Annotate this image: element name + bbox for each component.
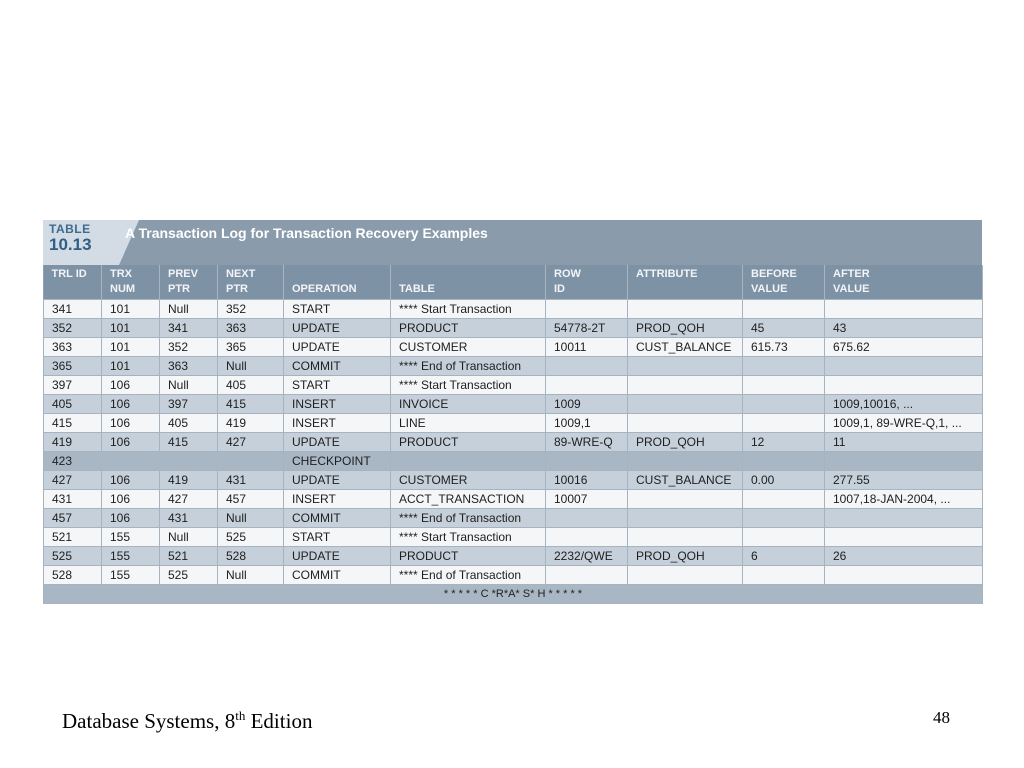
footer-superscript: th — [235, 708, 246, 723]
table-cell — [825, 509, 983, 528]
column-header-line1: BEFORE — [751, 268, 797, 280]
column-header — [102, 265, 160, 300]
column-header — [218, 265, 284, 300]
column-header — [160, 265, 218, 300]
table-cell: 101 — [102, 300, 160, 319]
crash-row — [44, 585, 983, 604]
table-cell: COMMIT — [284, 566, 391, 585]
table-cell: PROD_QOH — [628, 433, 743, 452]
table-cell: 106 — [102, 395, 160, 414]
table-cell: 352 — [218, 300, 284, 319]
table-cell: 525 — [218, 528, 284, 547]
table-cell: 528 — [44, 566, 102, 585]
table-cell: 11 — [825, 433, 983, 452]
table-cell: 419 — [160, 471, 218, 490]
table-cell — [825, 376, 983, 395]
table-cell: INSERT — [284, 490, 391, 509]
table-cell — [825, 566, 983, 585]
table-cell: PRODUCT — [391, 319, 546, 338]
table-cell — [546, 376, 628, 395]
table-cell: 1009,1 — [546, 414, 628, 433]
footer-title-edition: Edition — [245, 709, 313, 733]
table-cell: 2232/QWE — [546, 547, 628, 566]
table-cell: 521 — [160, 547, 218, 566]
table-cell: 365 — [44, 357, 102, 376]
checkpoint-operation: CHECKPOINT — [284, 452, 391, 471]
column-header-line1: NEXT — [226, 268, 256, 280]
table-cell: 155 — [102, 566, 160, 585]
footer-title-main: Database Systems, 8 — [62, 709, 236, 733]
table-cell: 431 — [218, 471, 284, 490]
table-cell: 0.00 — [743, 471, 825, 490]
page-number: 48 — [933, 708, 950, 727]
table-cell: 427 — [160, 490, 218, 509]
figure-label-box — [43, 220, 119, 265]
column-header — [391, 265, 546, 300]
table-cell: 101 — [102, 357, 160, 376]
table-cell: 528 — [218, 547, 284, 566]
table-cell: 43 — [825, 319, 983, 338]
table-cell — [546, 528, 628, 547]
table-cell: START — [284, 528, 391, 547]
transaction-log-table — [43, 265, 983, 604]
column-header-line1: PREV — [168, 268, 198, 280]
table-cell — [743, 357, 825, 376]
table-cell: Null — [218, 509, 284, 528]
table-cell: CUST_BALANCE — [628, 471, 743, 490]
column-header-line1: TRL ID — [51, 268, 87, 280]
column-header-line1: ROW — [554, 268, 581, 280]
table-cell: 427 — [44, 471, 102, 490]
table-cell — [825, 300, 983, 319]
table-cell: 415 — [218, 395, 284, 414]
table-cell: 1009,1, 89-WRE-Q,1, ... — [825, 414, 983, 433]
column-header — [546, 265, 628, 300]
table-cell: 155 — [102, 547, 160, 566]
table-cell: **** Start Transaction — [391, 376, 546, 395]
table-cell: 341 — [44, 300, 102, 319]
table-cell: 352 — [44, 319, 102, 338]
table-cell: 675.62 — [825, 338, 983, 357]
table-cell — [546, 452, 628, 471]
column-header-line2: NUM — [110, 283, 136, 295]
table-row — [44, 528, 983, 547]
checkpoint-id: 423 — [44, 452, 284, 471]
table-row — [44, 395, 983, 414]
table-row — [44, 357, 983, 376]
table-cell: 363 — [44, 338, 102, 357]
column-header-line2 — [52, 282, 102, 297]
table-cell: 106 — [102, 433, 160, 452]
column-header-line2: TABLE — [399, 283, 435, 295]
column-header — [743, 265, 825, 300]
table-cell: UPDATE — [284, 547, 391, 566]
table-cell: PRODUCT — [391, 433, 546, 452]
table-cell: 419 — [44, 433, 102, 452]
table-cell: 1007,18-JAN-2004, ... — [825, 490, 983, 509]
table-cell — [743, 490, 825, 509]
table-cell: **** Start Transaction — [391, 528, 546, 547]
table-row — [44, 547, 983, 566]
table-cell: 525 — [44, 547, 102, 566]
table-cell: 457 — [218, 490, 284, 509]
table-cell: 106 — [102, 376, 160, 395]
table-cell — [546, 357, 628, 376]
checkpoint-row — [44, 452, 983, 471]
table-cell: PROD_QOH — [628, 319, 743, 338]
column-header-line2: OPERATION — [292, 283, 357, 295]
table-cell: 615.73 — [743, 338, 825, 357]
table-row — [44, 414, 983, 433]
table-cell — [743, 509, 825, 528]
table-cell: START — [284, 300, 391, 319]
table-cell — [743, 300, 825, 319]
table-cell: 457 — [44, 509, 102, 528]
column-header-line2 — [636, 282, 742, 297]
table-cell: 106 — [102, 414, 160, 433]
table-row — [44, 433, 983, 452]
column-header-line2: PTR — [168, 283, 190, 295]
table-cell — [825, 452, 983, 471]
table-cell: 341 — [160, 319, 218, 338]
table-row — [44, 509, 983, 528]
table-cell: INVOICE — [391, 395, 546, 414]
table-cell: 405 — [160, 414, 218, 433]
table-cell: CUSTOMER — [391, 338, 546, 357]
table-cell: PRODUCT — [391, 547, 546, 566]
table-cell: INSERT — [284, 395, 391, 414]
table-cell: 89-WRE-Q — [546, 433, 628, 452]
table-cell: Null — [160, 376, 218, 395]
table-row — [44, 300, 983, 319]
table-cell: COMMIT — [284, 509, 391, 528]
table-cell — [743, 395, 825, 414]
figure-label-word: TABLE — [49, 222, 91, 236]
table-cell: 155 — [102, 528, 160, 547]
table-cell — [825, 528, 983, 547]
table-cell: 352 — [160, 338, 218, 357]
table-cell: ACCT_TRANSACTION — [391, 490, 546, 509]
table-row — [44, 376, 983, 395]
table-cell — [628, 300, 743, 319]
table-cell — [628, 414, 743, 433]
table-cell — [546, 509, 628, 528]
column-header-line1 — [292, 267, 390, 282]
table-cell: 10016 — [546, 471, 628, 490]
table-cell: INSERT — [284, 414, 391, 433]
table-cell — [628, 452, 743, 471]
column-header-line1: ATTRIBUTE — [636, 268, 698, 280]
column-header — [825, 265, 983, 300]
table-cell — [628, 357, 743, 376]
table-row — [44, 319, 983, 338]
table-cell: 10011 — [546, 338, 628, 357]
table-cell — [546, 566, 628, 585]
table-cell: 10007 — [546, 490, 628, 509]
table-cell: Null — [218, 566, 284, 585]
table-cell: UPDATE — [284, 433, 391, 452]
table-cell: 1009,10016, ... — [825, 395, 983, 414]
table-cell: 525 — [160, 566, 218, 585]
table-cell: 45 — [743, 319, 825, 338]
table-cell: 431 — [44, 490, 102, 509]
table-cell: Null — [160, 300, 218, 319]
table-cell: 106 — [102, 509, 160, 528]
table-cell: 415 — [160, 433, 218, 452]
column-header-line2: PTR — [226, 283, 248, 295]
table-row — [44, 471, 983, 490]
table-cell: 405 — [218, 376, 284, 395]
table-cell: 521 — [44, 528, 102, 547]
table-cell: CUST_BALANCE — [628, 338, 743, 357]
table-cell: 54778-2T — [546, 319, 628, 338]
figure-header — [43, 220, 982, 265]
table-cell: 363 — [160, 357, 218, 376]
column-header-line1: TRX — [110, 268, 132, 280]
footer-book-title — [62, 708, 312, 734]
table-cell: 277.55 — [825, 471, 983, 490]
column-header-line2: ID — [554, 283, 565, 295]
table-cell — [825, 357, 983, 376]
table-header-row — [44, 265, 983, 300]
table-cell — [628, 509, 743, 528]
column-header-line2: VALUE — [751, 283, 788, 295]
column-header-line1: AFTER — [833, 268, 870, 280]
table-cell: **** Start Transaction — [391, 300, 546, 319]
table-cell: 365 — [218, 338, 284, 357]
transaction-log-figure — [43, 220, 982, 604]
table-body — [44, 300, 983, 604]
table-cell: 419 — [218, 414, 284, 433]
table-cell: START — [284, 376, 391, 395]
table-cell — [628, 490, 743, 509]
table-cell: CUSTOMER — [391, 471, 546, 490]
table-cell: 106 — [102, 471, 160, 490]
table-cell — [743, 452, 825, 471]
column-header-line2: VALUE — [833, 283, 870, 295]
table-cell: 12 — [743, 433, 825, 452]
table-cell: Null — [218, 357, 284, 376]
table-cell: 101 — [102, 338, 160, 357]
table-cell — [743, 376, 825, 395]
table-cell: 6 — [743, 547, 825, 566]
column-header — [628, 265, 743, 300]
table-cell: 427 — [218, 433, 284, 452]
column-header — [284, 265, 391, 300]
table-cell: LINE — [391, 414, 546, 433]
figure-title: A Transaction Log for Transaction Recovery Examples — [125, 225, 488, 241]
table-cell: PROD_QOH — [628, 547, 743, 566]
table-cell — [743, 528, 825, 547]
table-cell — [743, 566, 825, 585]
table-cell: 415 — [44, 414, 102, 433]
table-cell: 1009 — [546, 395, 628, 414]
table-cell — [546, 300, 628, 319]
table-cell: 431 — [160, 509, 218, 528]
table-row — [44, 566, 983, 585]
table-cell: 363 — [218, 319, 284, 338]
table-cell: **** End of Transaction — [391, 509, 546, 528]
figure-label-number: 10.13 — [49, 235, 92, 254]
column-header-line1 — [399, 267, 545, 282]
table-cell: Null — [160, 528, 218, 547]
table-cell — [628, 376, 743, 395]
table-cell — [628, 528, 743, 547]
table-cell: UPDATE — [284, 338, 391, 357]
table-cell: 101 — [102, 319, 160, 338]
table-cell — [628, 566, 743, 585]
table-cell: **** End of Transaction — [391, 357, 546, 376]
table-cell: **** End of Transaction — [391, 566, 546, 585]
table-cell: 397 — [44, 376, 102, 395]
table-cell: 26 — [825, 547, 983, 566]
table-cell: 405 — [44, 395, 102, 414]
table-row — [44, 338, 983, 357]
table-cell — [628, 395, 743, 414]
table-cell — [743, 414, 825, 433]
table-cell: 397 — [160, 395, 218, 414]
table-cell: COMMIT — [284, 357, 391, 376]
table-cell: 106 — [102, 490, 160, 509]
table-cell: UPDATE — [284, 471, 391, 490]
column-header — [44, 265, 102, 300]
table-cell — [391, 452, 546, 471]
crash-marker: * * * * * C *R*A* S* H * * * * * — [44, 585, 983, 604]
table-cell: UPDATE — [284, 319, 391, 338]
table-row — [44, 490, 983, 509]
